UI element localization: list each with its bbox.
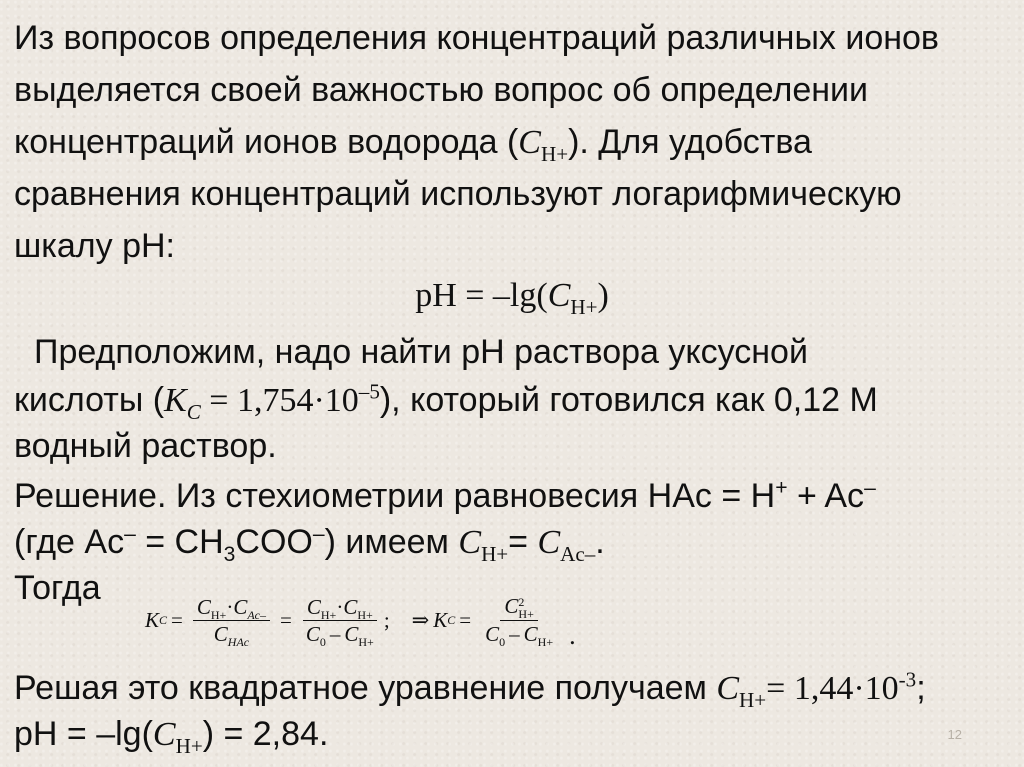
text-line: водный раствор. bbox=[14, 427, 277, 465]
text-line: кислоты $(K_C = 1,754\cdot 10^{-5})$, который готовился как 0,12 М bbox=[14, 379, 878, 424]
text-line: Из вопросов определения концентраций различных ионов bbox=[14, 19, 939, 57]
text-line: Тогда bbox=[14, 569, 101, 607]
text-line: pH = $-\lg(C_{H+}) = 2,84$. bbox=[14, 715, 329, 758]
text-line: выделяется своей важностью вопрос об определении bbox=[14, 71, 869, 109]
text-line: Предположим, надо найти pH раствора уксусной bbox=[34, 333, 808, 371]
page-number: 12 bbox=[947, 727, 962, 742]
text-line: шкалу pH: bbox=[14, 227, 176, 265]
text-line: сравнения концентраций используют логарифмическую bbox=[14, 175, 902, 213]
text-line: Решая это квадратное уравнение получаем $C_{H+}= 1,44\cdot 10^{-3}$; bbox=[14, 667, 926, 712]
text-line: концентраций ионов водорода $(C_{H+})$. Для удобства bbox=[14, 123, 812, 166]
text-line: (где $Ac^- = CH_3COO^-$) имеем $C_{H+}= C_{Ac-}$. bbox=[14, 522, 605, 566]
text-line: Решение. Из стехиометрии равновесия HAc = H+ + Ac– bbox=[14, 476, 876, 515]
ph-formula: pH = $-\lg(C_{H+})$ bbox=[415, 277, 609, 319]
equilibrium-equation: K C = $\frac{C_{H+}\cdot C_{Ac-}}{C_{HAc}}$ = $\frac{C_{H+}\cdot C_{H+}}{C_0 - C_{H+}}$ ; ⇒ K C = C 2 H+ $C_0 - C_{H+}$ . bbox=[145, 593, 576, 650]
